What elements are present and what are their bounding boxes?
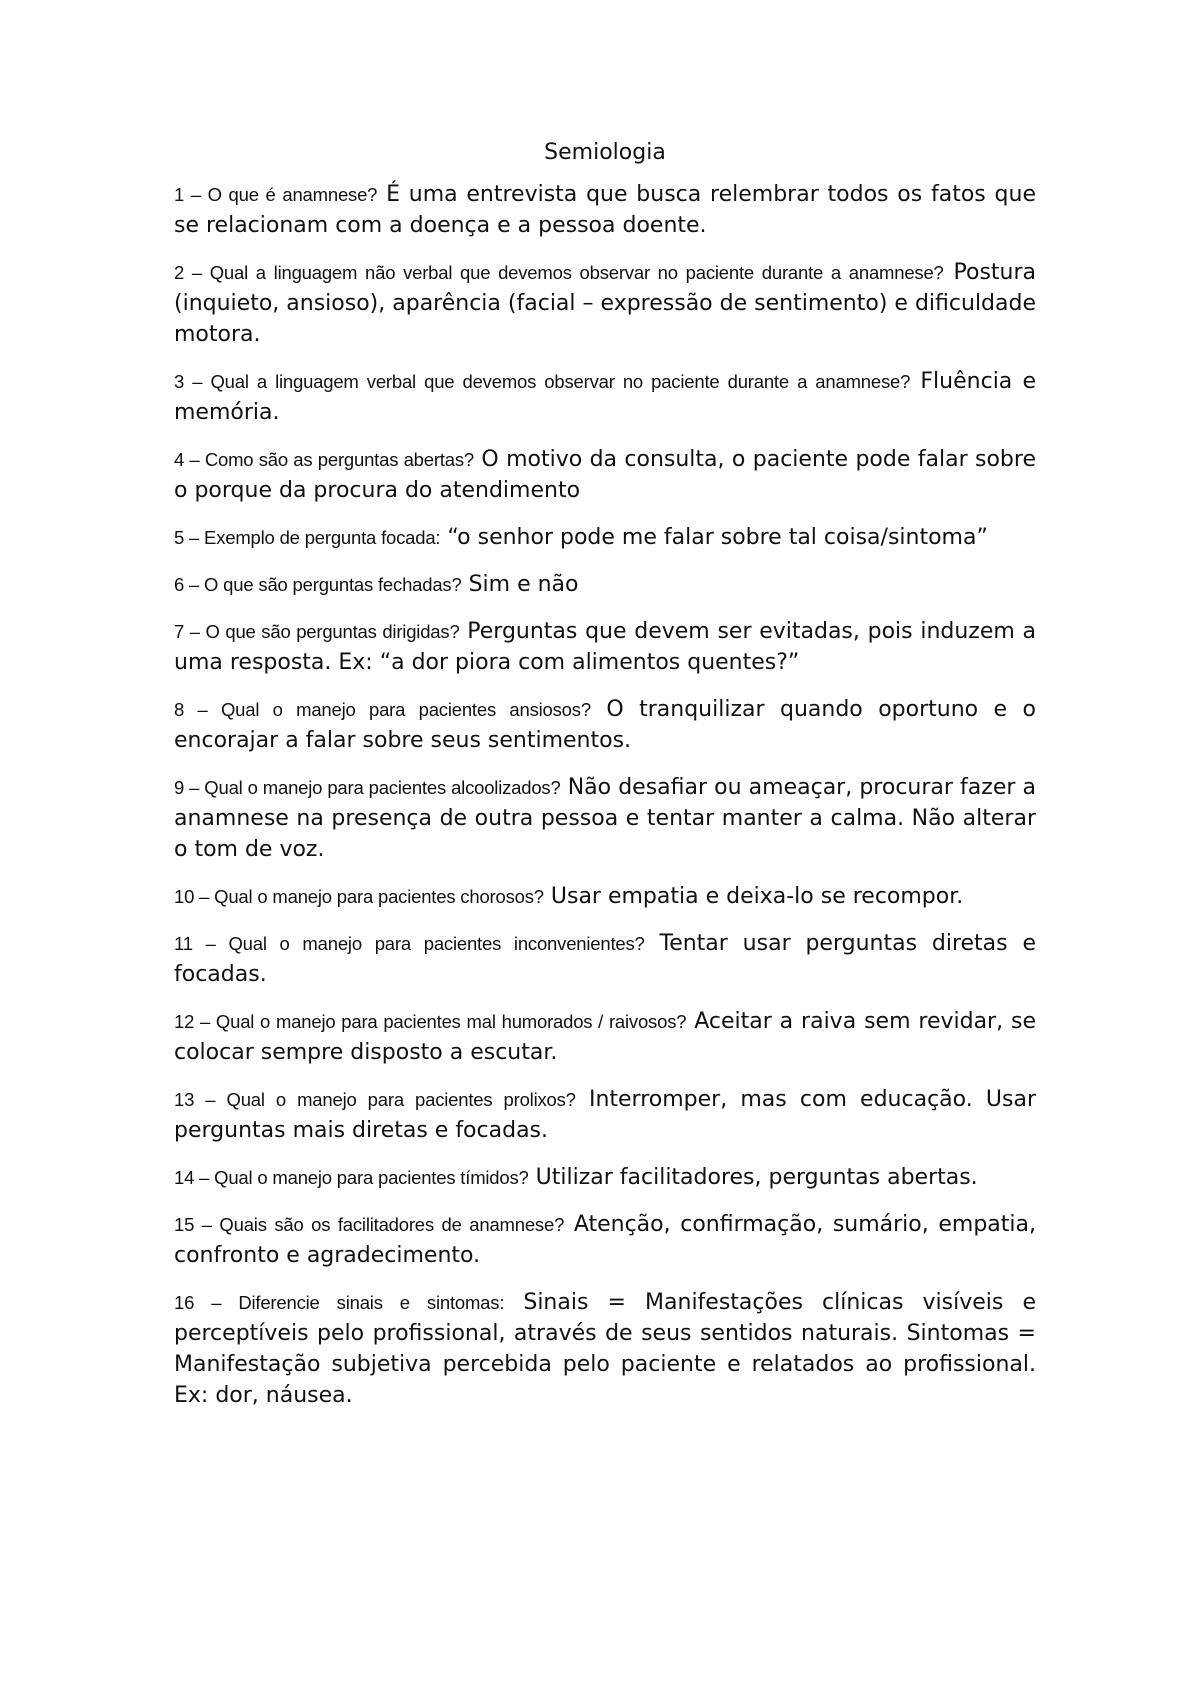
answer-text: Não desafiar ou ameaçar, procurar fazer a anamnese na presença de outra pessoa e tentar manter a calma. Não alterar o tom de voz. [174, 775, 1036, 862]
answer-text: Utilizar facilitadores, perguntas abertas. [535, 1165, 978, 1190]
answer-text: É uma entrevista que busca relembrar todos os fatos que se relacionam com a doença e a pessoa doente. [174, 182, 1036, 238]
question-text: 1 – O que é anamnese? [174, 184, 378, 205]
answer-text: Aceitar a raiva sem revidar, se colocar sempre disposto a escutar. [174, 1009, 1036, 1065]
question-text: 15 – Quais são os facilitadores de anamnese? [174, 1214, 565, 1235]
question-text: 16 – Diferencie sinais e sintomas: [174, 1292, 505, 1313]
question-text: 5 – Exemplo de pergunta focada: [174, 527, 441, 548]
question-text: 10 – Qual o manejo para pacientes chorosos? [174, 886, 544, 907]
question-text: 8 – Qual o manejo para pacientes ansiosos? [174, 699, 591, 720]
question-text: 6 – O que são perguntas fechadas? [174, 574, 462, 595]
qa-item [174, 616, 1036, 678]
question-text: 4 – Como são as perguntas abertas? [174, 449, 474, 470]
qa-item [174, 772, 1036, 865]
qa-item [174, 694, 1036, 756]
qa-item [174, 569, 1036, 600]
qa-item [174, 1209, 1036, 1271]
qa-item [174, 366, 1036, 428]
question-text: 2 – Qual a linguagem não verbal que devemos observar no paciente durante a anamnese? [174, 262, 944, 283]
qa-item [174, 257, 1036, 350]
qa-item [174, 928, 1036, 990]
document-body [174, 138, 1036, 1427]
answer-text: Perguntas que devem ser evitadas, pois induzem a uma resposta. Ex: “a dor piora com alimentos quentes?” [174, 619, 1037, 675]
qa-item [174, 522, 1036, 553]
question-text: 7 – O que são perguntas dirigidas? [174, 621, 460, 642]
question-text: 13 – Qual o manejo para pacientes prolixos? [174, 1089, 576, 1110]
answer-text: Usar empatia e deixa-lo se recompor. [550, 884, 964, 909]
answer-text: Tentar usar perguntas diretas e focadas. [174, 931, 1037, 987]
answer-text: Atenção, confirmação, sumário, empatia, confronto e agradecimento. [174, 1212, 1037, 1268]
question-text: 12 – Qual o manejo para pacientes mal humorados / raivosos? [174, 1011, 687, 1032]
question-text: 3 – Qual a linguagem verbal que devemos observar no paciente durante a anamnese? [174, 371, 911, 392]
answer-text: O tranquilizar quando oportuno e o encorajar a falar sobre seus sentimentos. [174, 697, 1036, 753]
answer-text: Sim e não [468, 572, 579, 597]
question-text: 14 – Qual o manejo para pacientes tímidos? [174, 1167, 529, 1188]
qa-item [174, 444, 1036, 506]
qa-item [174, 1006, 1036, 1068]
question-text: 9 – Qual o manejo para pacientes alcoolizados? [174, 777, 561, 798]
qa-item [174, 1084, 1036, 1146]
answer-text: Interromper, mas com educação. Usar perguntas mais diretas e focadas. [174, 1087, 1036, 1143]
qa-item [174, 1162, 1036, 1193]
qa-item [174, 1287, 1036, 1411]
answer-text: “o senhor pode me falar sobre tal coisa/sintoma” [447, 525, 988, 550]
document-title: Semiologia [544, 140, 666, 165]
qa-item [174, 881, 1036, 912]
answer-text: O motivo da consulta, o paciente pode falar sobre o porque da procura do atendimento [174, 447, 1036, 503]
answer-text: Postura (inquieto, ansioso), aparência (facial – expressão de sentimento) e dificuldade motora. [174, 260, 1036, 347]
question-text: 11 – Qual o manejo para pacientes inconvenientes? [174, 933, 645, 954]
answer-text: Fluência e memória. [174, 369, 1037, 425]
answer-text: Sinais = Manifestações clínicas visíveis e perceptíveis pelo profissional, através de seus sentidos naturais. Sintomas = Manifestação subjetiva percebida pelo paciente e relatados ao profissional. Ex: dor, náusea. [174, 1290, 1036, 1408]
qa-item [174, 179, 1036, 241]
